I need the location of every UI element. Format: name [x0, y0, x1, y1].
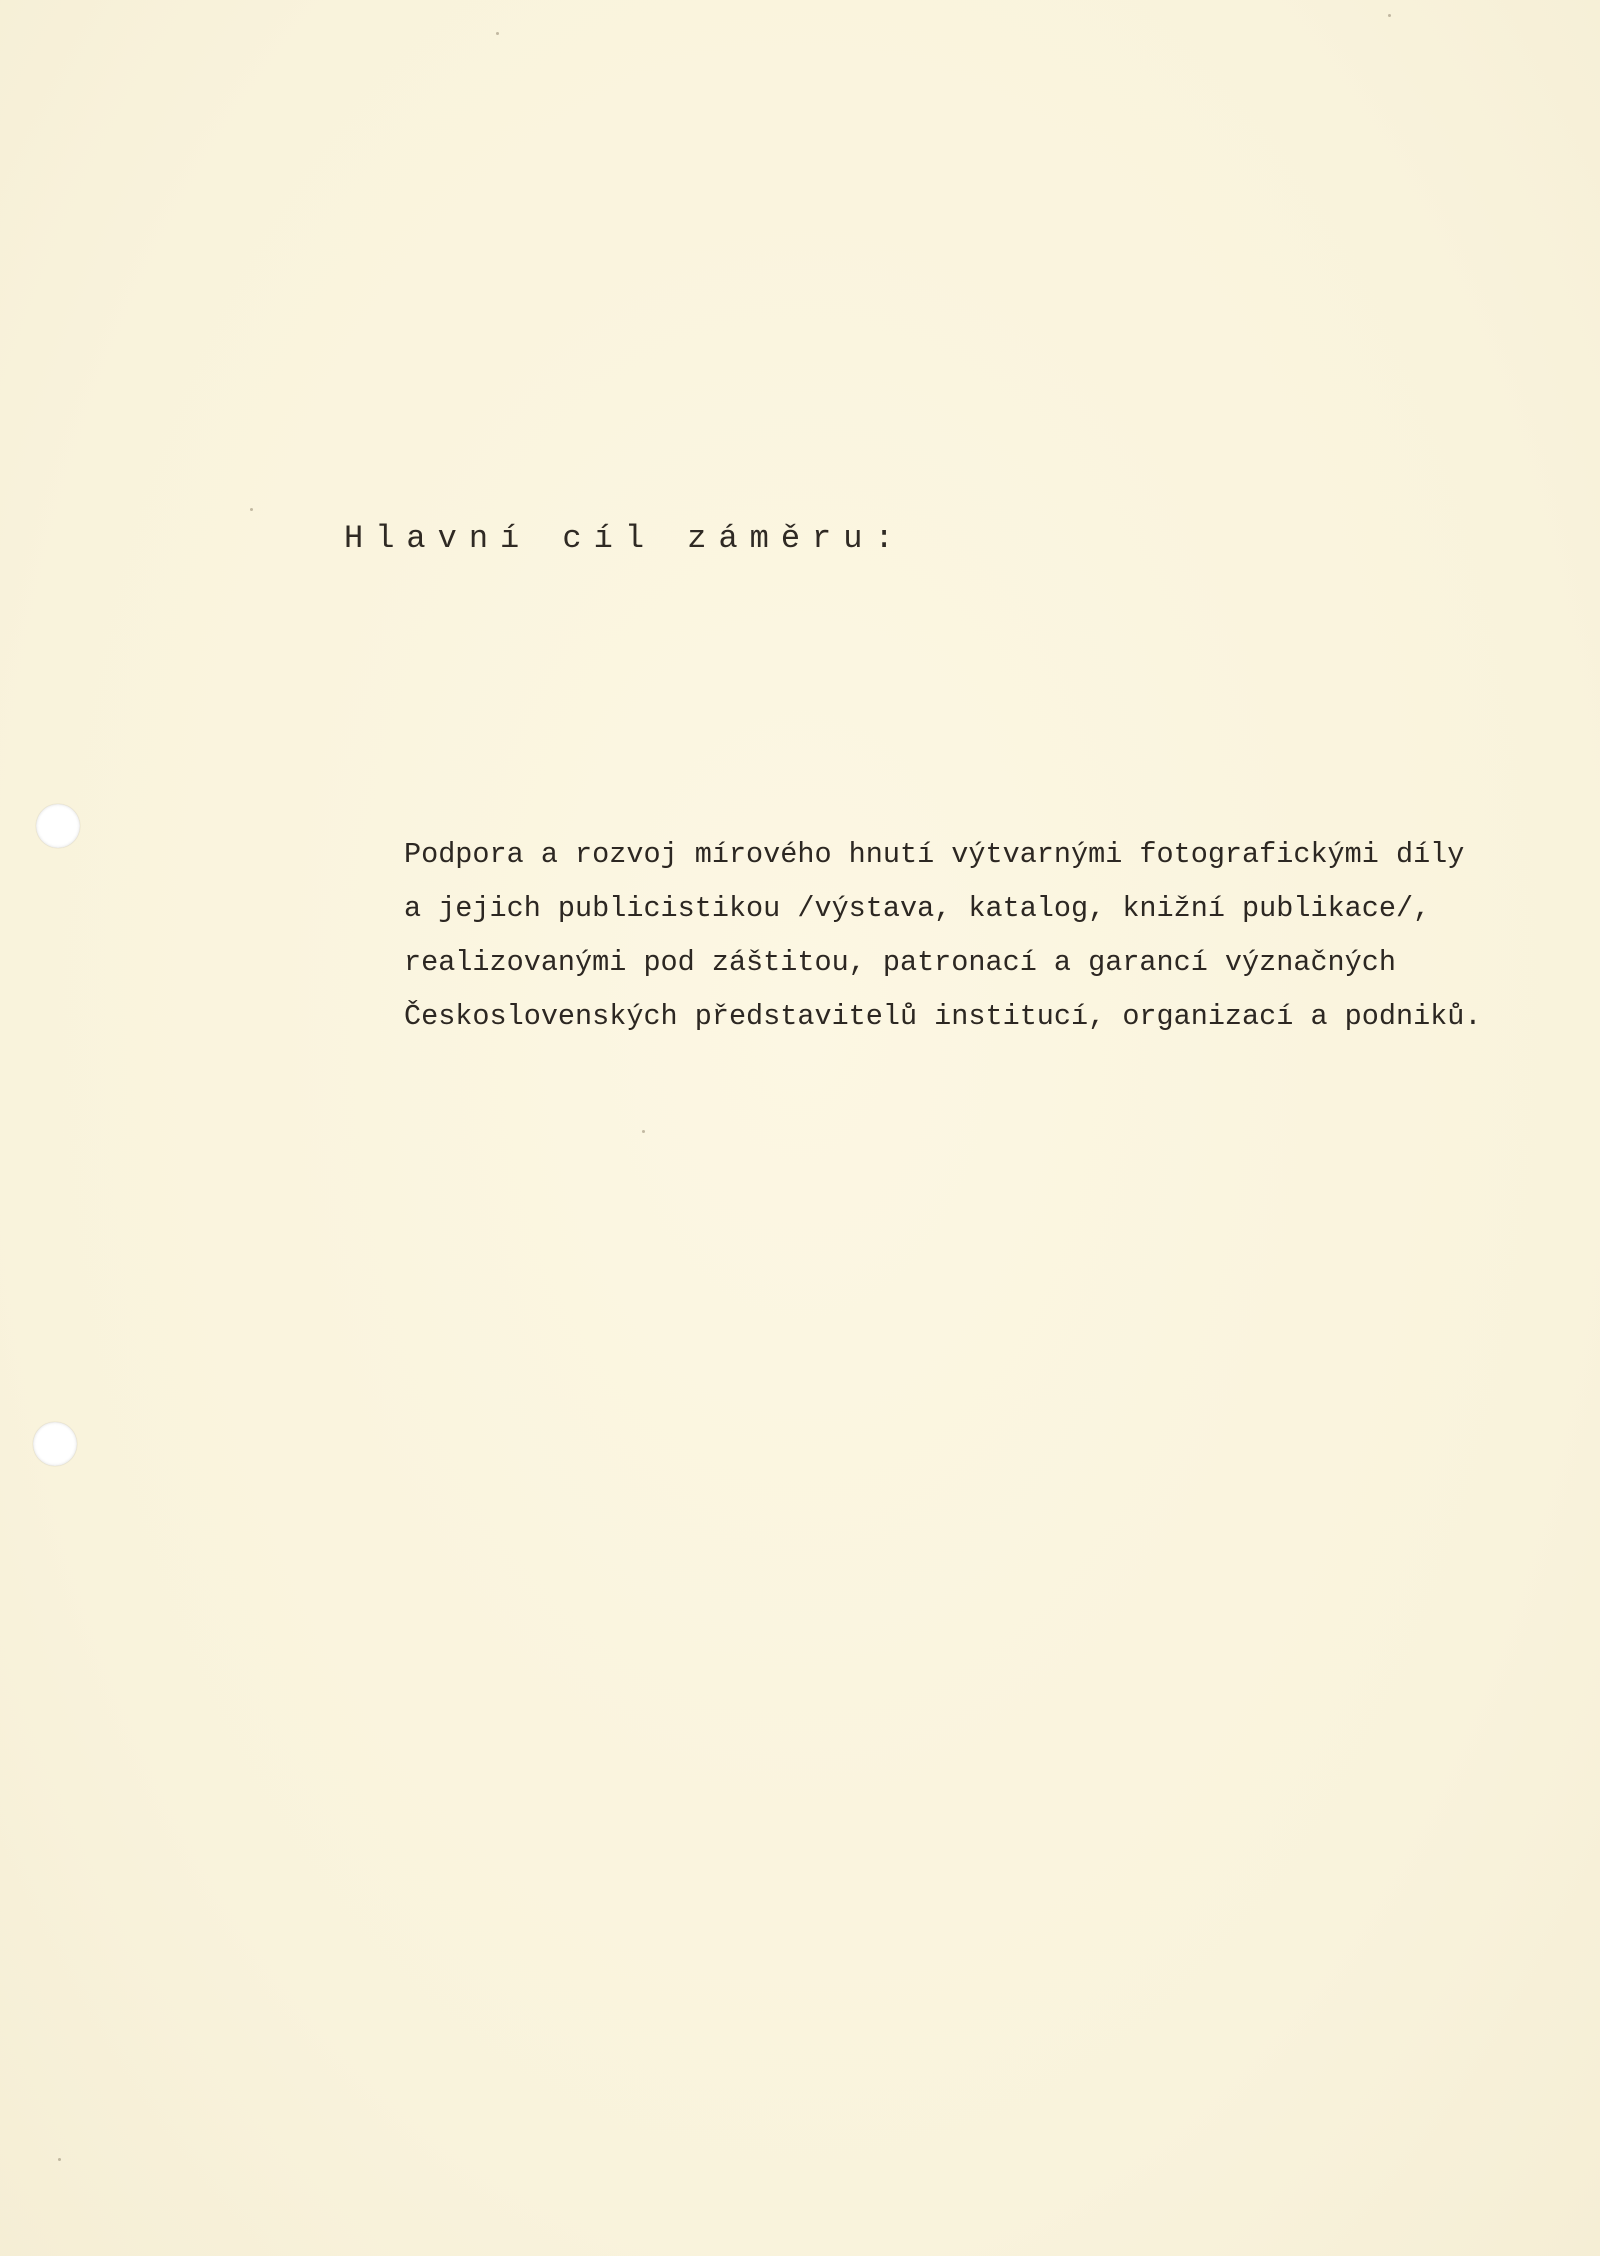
paragraph-line-1: Podpora a rozvoj mírového hnutí výtvarnými fotografickými díly — [404, 838, 1465, 871]
main-paragraph — [404, 828, 1524, 1044]
paper-speck — [496, 32, 499, 35]
paper-speck — [250, 508, 253, 511]
paragraph-line-3: realizovanými pod záštitou, patronací a garancí význačných — [404, 946, 1396, 979]
punch-hole-top — [36, 804, 80, 848]
paper-speck — [58, 2158, 61, 2161]
punch-hole-bottom — [33, 1422, 77, 1466]
paragraph-line-2: a jejich publicistikou /výstava, katalog, knižní publikace/, — [404, 892, 1431, 925]
heading: Hlavní cíl záměru: — [344, 520, 906, 557]
paper-speck — [1388, 14, 1391, 17]
paper-speck — [642, 1130, 645, 1133]
paragraph-line-4: Československých představitelů institucí, organizací a podniků. — [404, 1000, 1482, 1033]
